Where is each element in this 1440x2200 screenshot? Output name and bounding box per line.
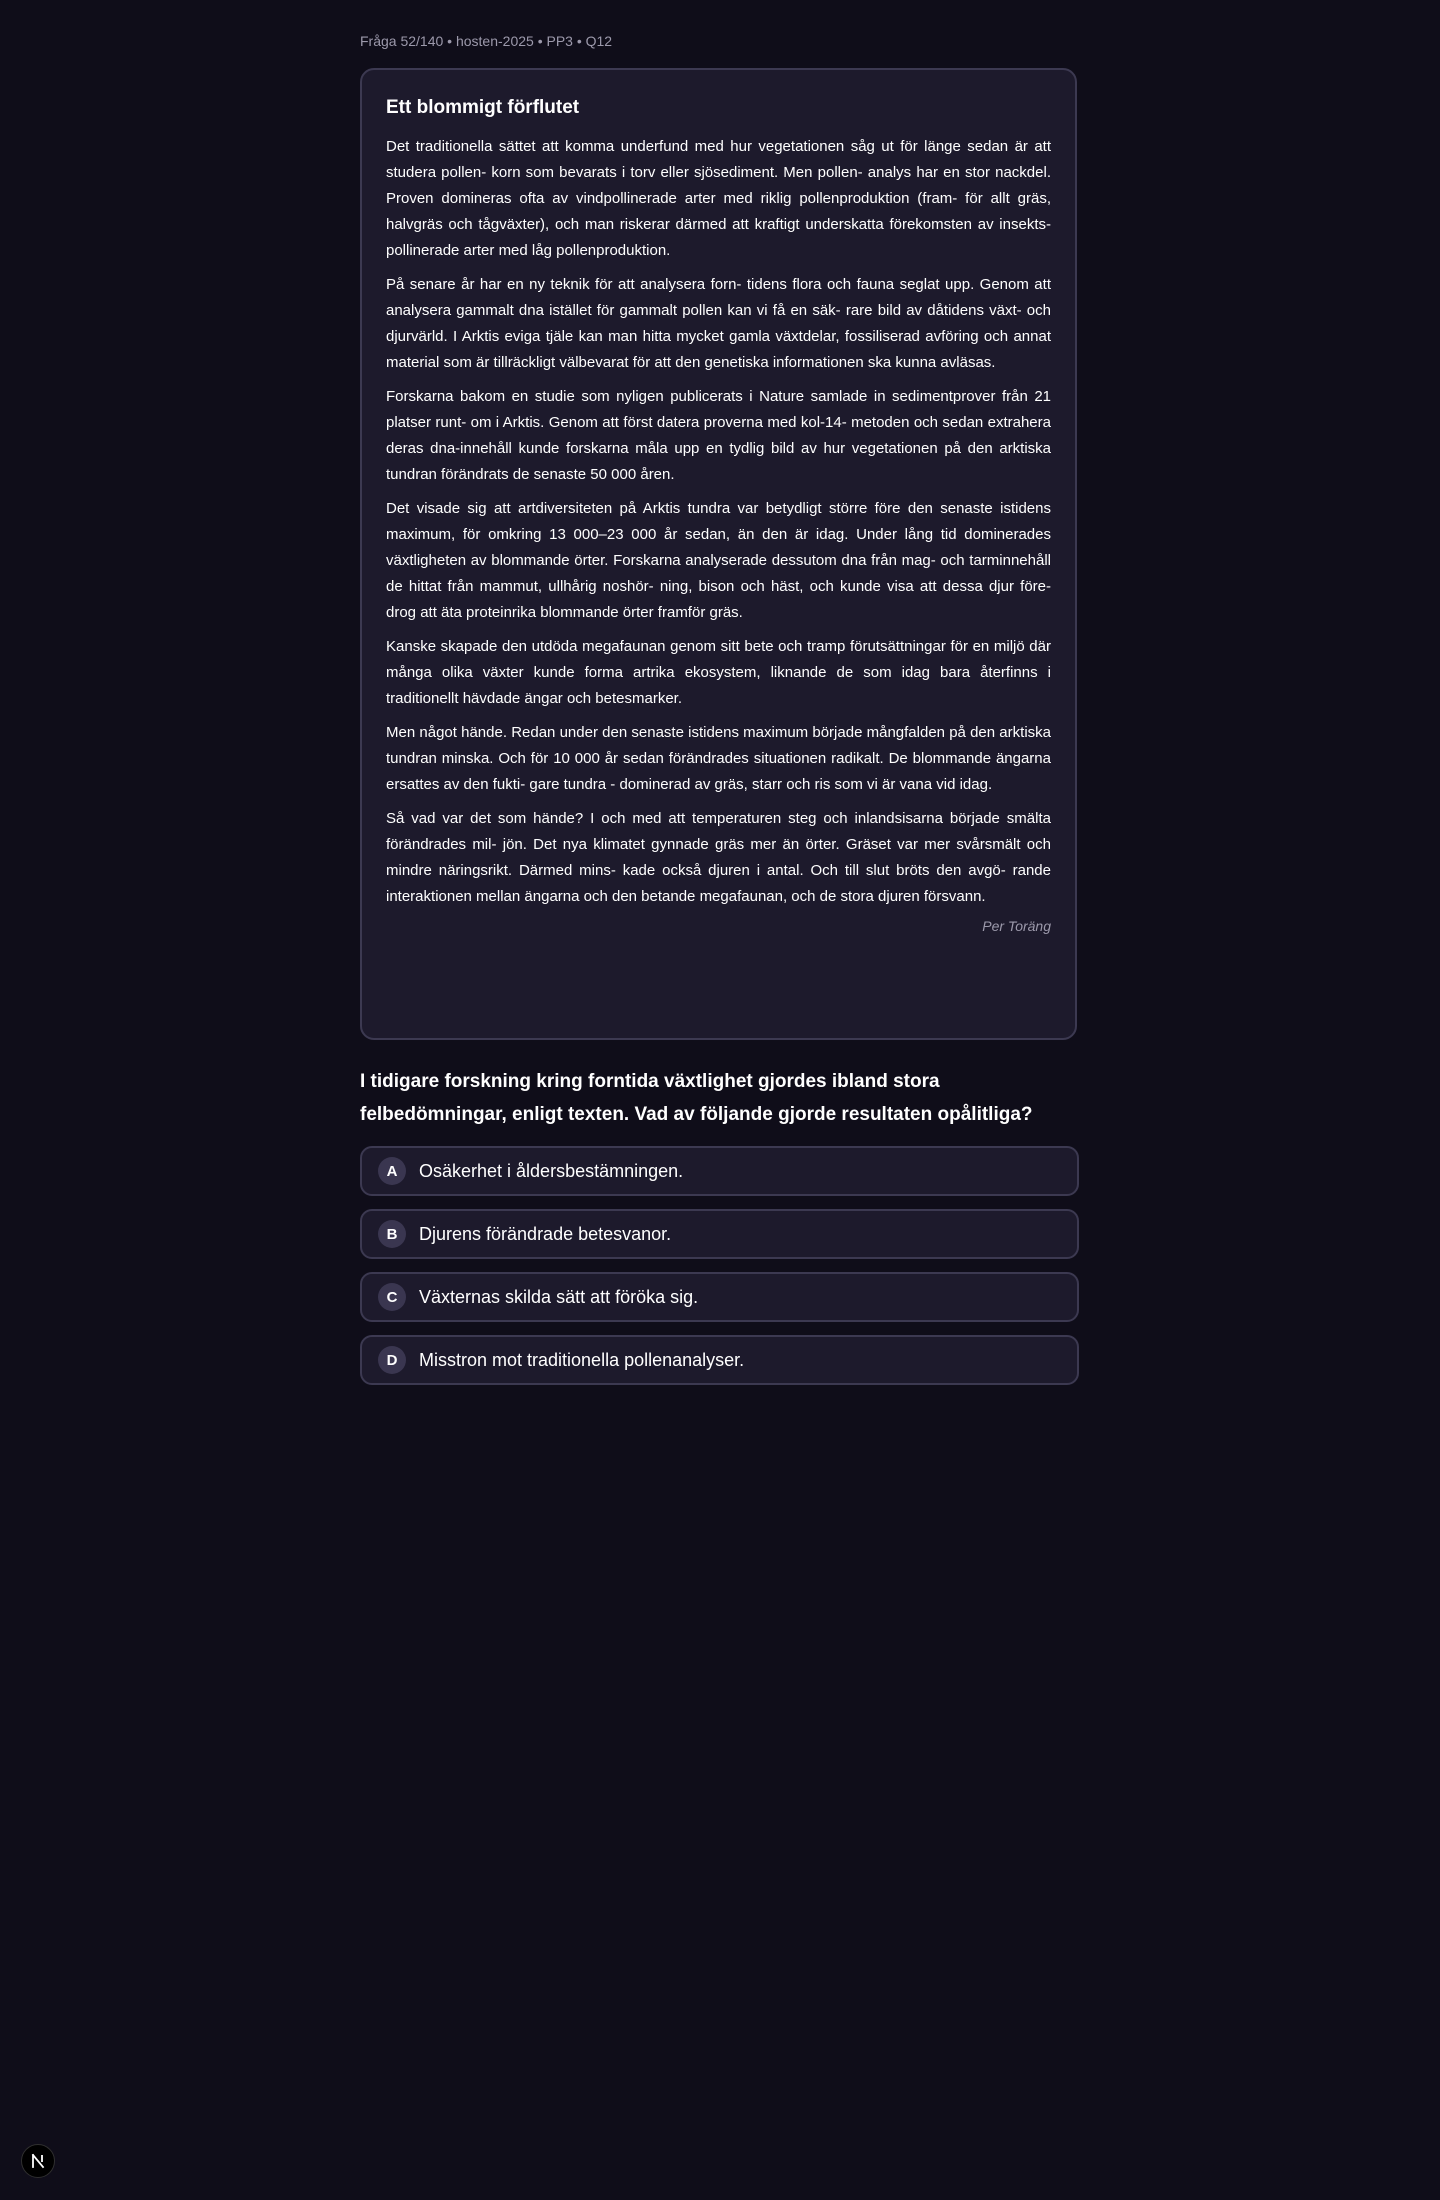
passage-paragraph: Men något hände. Redan under den senaste istidens maximum började mångfalden på den arktiska tundran minska. Och för 10 000 år sedan förändrades situationen radikalt. De blommande ängarna ersattes av den fukti- gare tundra - dominerad av gräs, starr och ris som vi är vana vid idag. bbox=[386, 724, 1051, 793]
option-label: Osäkerhet i åldersbestämningen. bbox=[419, 1160, 684, 1181]
passage-paragraph: Det traditionella sättet att komma underfund med hur vegetationen såg ut för länge sedan är att studera pollen- korn som bevarats i torv eller sjösediment. Men pollen- analys har en stor nackdel. Proven domineras ofta av vindpollinerade arter med riklig pollenproduktion (fram- för allt gräs, halvgräs och tågväxter), och man riskerar därmed att kraftigt underskatta förekomsten av insekts- pollinerade arter med låg pollenproduktion. bbox=[386, 138, 1051, 259]
passage-paragraph: Forskarna bakom en studie som nyligen publicerats i Nature samlade in sedimentprover från 21 platser runt- om i Arktis. Genom att först datera proverna med kol-14- metoden och sedan extrahera deras dna-innehåll kunde forskarna måla upp en tydlig bild av hur vegetationen på den arktiska tundran förändrats de senaste 50 000 åren. bbox=[386, 388, 1051, 483]
option-b-button[interactable] bbox=[360, 1209, 1079, 1259]
answer-options bbox=[360, 1146, 1079, 1398]
passage-author: Per Toräng bbox=[982, 918, 1051, 934]
passage-paragraph: Det visade sig att artdiversiteten på Arktis tundra var betydligt större före den senaste istidens maximum, för omkring 13 000–23 000 år sedan, än den är idag. Under lång tid dominerades växtligheten av blommande örter. Forskarna analyserade dessutom dna från mag- och tarminnehåll de hittat från mammut, ullhårig noshör- ning, bison och häst, och kunde visa att dessa djur före- drog att äta proteinrika blommande örter framför gräs. bbox=[386, 500, 1051, 621]
option-letter-badge: A bbox=[378, 1157, 406, 1185]
passage-paragraph: Så vad var det som hände? I och med att temperaturen steg och inlandsisarna började smälta förändrades mil- jön. Det nya klimatet gynnade gräs mer än örter. Gräset var mer svårsmält och mindre näringsrikt. Därmed mins- kade också djuren i antal. Och till slut bröts den avgö- rande interaktionen mellan ängarna och den betande megafaunan, och de stora djuren försvann. bbox=[386, 810, 1051, 905]
option-label: Djurens förändrade betesvanor. bbox=[419, 1223, 672, 1244]
question-meta: Fråga 52/140 • hosten-2025 • PP3 • Q12 bbox=[360, 33, 613, 49]
option-label: Växternas skilda sätt att föröka sig. bbox=[419, 1286, 699, 1307]
reading-passage-card bbox=[360, 68, 1077, 1040]
question-text: I tidigare forskning kring forntida växtlighet gjordes ibland stora felbedömningar, enligt texten. Vad av följande gjorde resultaten opålitliga? bbox=[360, 1071, 1033, 1125]
option-c-button[interactable] bbox=[360, 1272, 1079, 1322]
option-letter-badge: C bbox=[378, 1283, 406, 1311]
option-letter-badge: B bbox=[378, 1220, 406, 1248]
option-label: Misstron mot traditionella pollenanalyser. bbox=[419, 1349, 745, 1370]
option-a-button[interactable] bbox=[360, 1146, 1079, 1196]
nextjs-logo-icon[interactable] bbox=[21, 2144, 55, 2178]
passage-paragraph: Kanske skapade den utdöda megafaunan genom sitt bete och tramp förutsättningar för en miljö där många olika växter kunde forma artrika ekosystem, liknande de som idag bara återfinns i traditionellt hävdade ängar och betesmarker. bbox=[386, 638, 1051, 707]
option-letter-badge: D bbox=[378, 1346, 406, 1374]
passage-paragraph: På senare år har en ny teknik för att analysera forn- tidens flora och fauna seglat upp. Genom att analysera gammalt dna istället för gammalt pollen kan vi få en säk- rare bild av dåtidens växt- och djurvärld. I Arktis eviga tjäle kan man hitta mycket gamla växtdelar, fossiliserad avföring och annat material som är tillräckligt välbevarat för att den genetiska informationen ska kunna avläsas. bbox=[386, 276, 1051, 371]
option-d-button[interactable] bbox=[360, 1335, 1079, 1385]
passage-title: Ett blommigt förflutet bbox=[386, 97, 580, 118]
